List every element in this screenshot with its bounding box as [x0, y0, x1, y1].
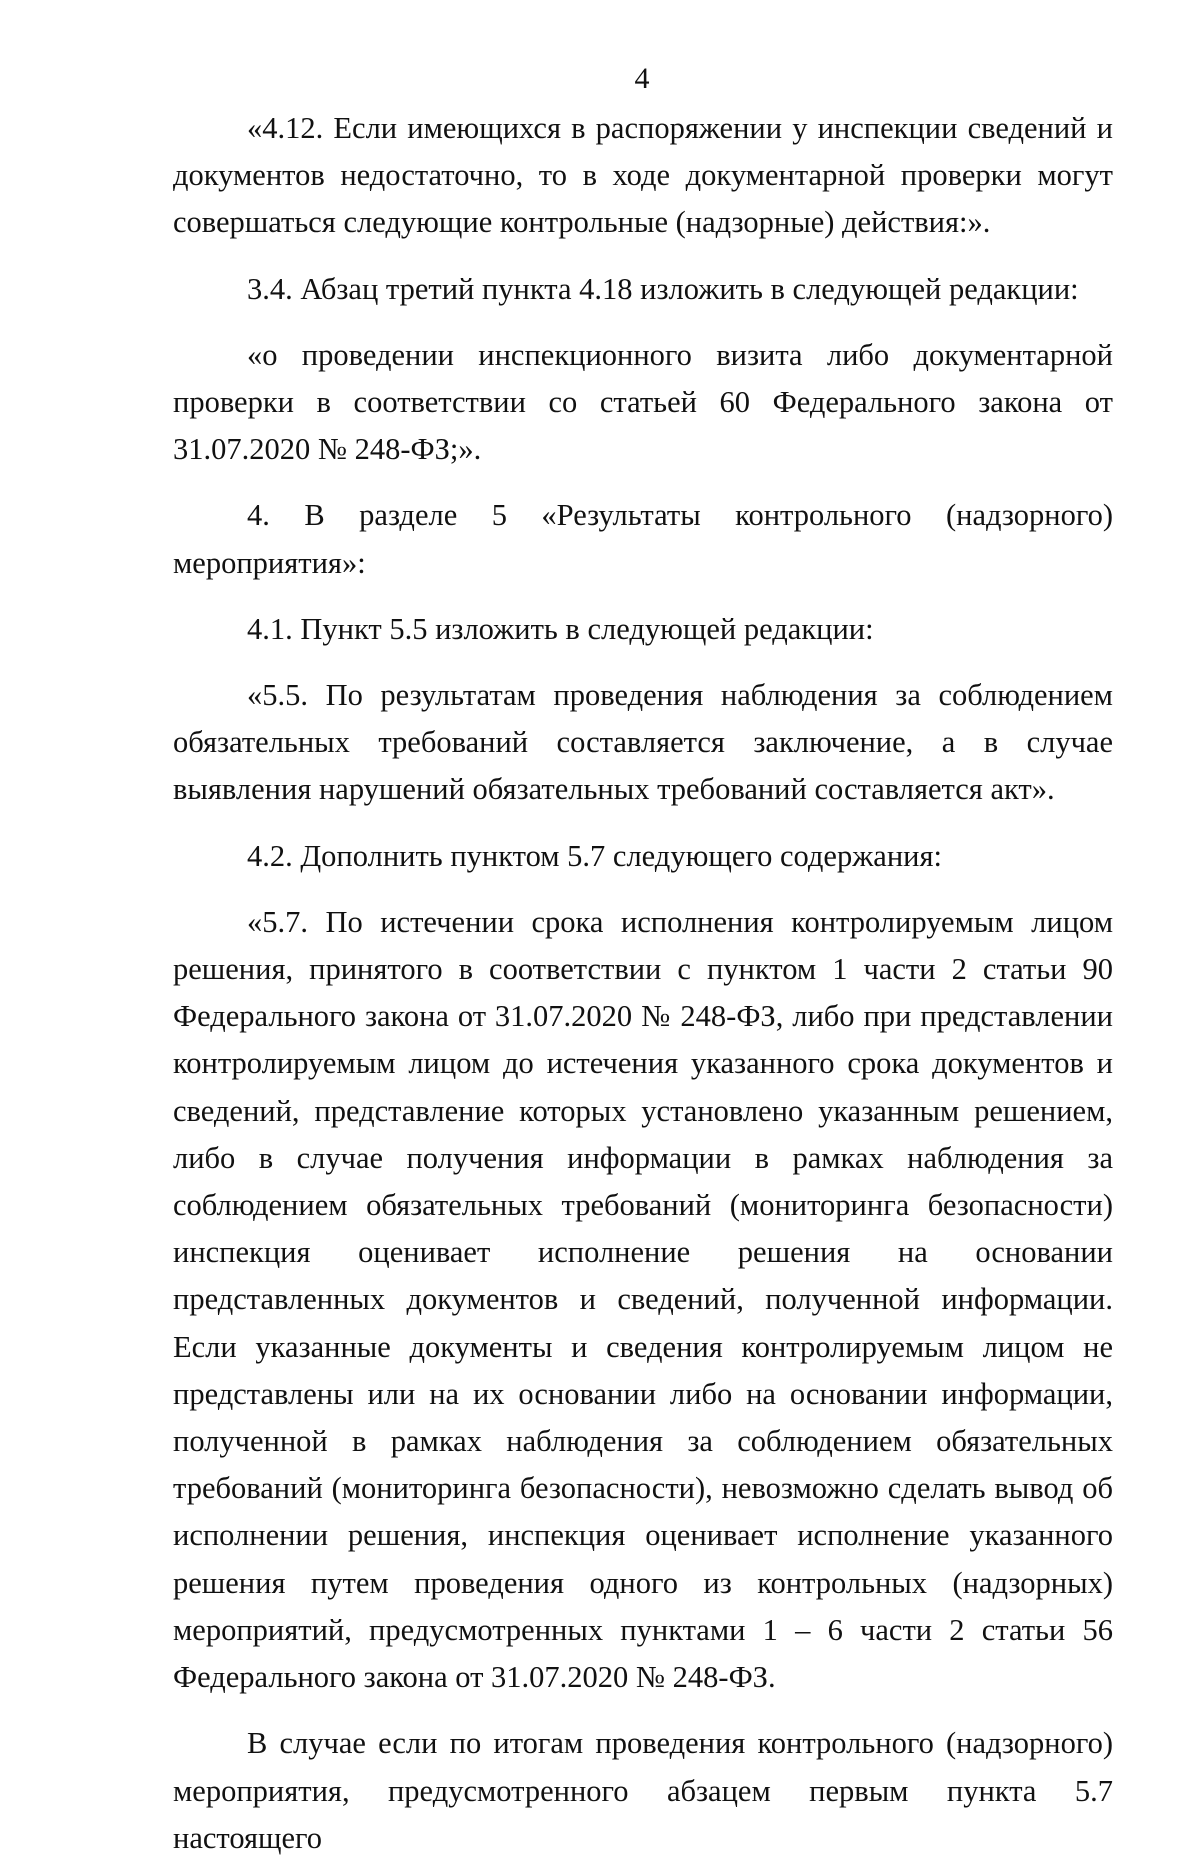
paragraph-5-7: «5.7. По истечении срока исполнения контролируемым лицом решения, принятого в соответствии с пунктом 1 части 2 статьи 90 Федерального закона от 31.07.2020 № 248-ФЗ, либо при представлении контролируемым лицом до истечения указанного срока документов и сведений, представление которых установлено указанным решением, либо в случае получения информации в рамках наблюдения за соблюдением обязательных требований (мониторинга безопасности) инспекция оценивает исполнение решения на основании представленных документов и сведений, полученной информации. Если указанные документы и сведения контролируемым лицом не представлены или на их основании либо на основании информации, полученной в рамках наблюдения за соблюдением обязательных требований (мониторинга безопасности), невозможно сделать вывод об исполнении решения, инспекция оценивает исполнение указанного решения путем проведения одного из контрольных (надзорных) мероприятий, предусмотренных пунктами 1 – 6 части 2 статьи 56 Федерального закона от 31.07.2020 № 248-ФЗ.: [173, 904, 1113, 1695]
paragraph-4-2: 4.2. Дополнить пунктом 5.7 следующего содержания:: [247, 838, 942, 873]
paragraph-5-7-continuation: В случае если по итогам проведения контрольного (надзорного) мероприятия, предусмотренного абзацем первым пункта 5.7 настоящего: [173, 1726, 1113, 1855]
paragraph-4-18-text: «о проведении инспекционного визита либо документарной проверки в соответствии со статьей 60 Федерального закона от 31.07.2020 № 248-ФЗ;».: [173, 337, 1113, 467]
paragraph-4-1: 4.1. Пункт 5.5 изложить в следующей редакции:: [247, 611, 874, 646]
paragraph-3-4: 3.4. Абзац третий пункта 4.18 изложить в следующей редакции:: [247, 271, 1079, 306]
paragraph-section-5: 4. В разделе 5 «Результаты контрольного (надзорного) мероприятия»:: [173, 498, 1113, 580]
page-number: 4: [634, 62, 650, 95]
document-body: [173, 102, 1113, 1862]
paragraph-4-12: «4.12. Если имеющихся в распоряжении у инспекции сведений и документов недостаточно, то в ходе документарной проверки могут совершаться следующие контрольные (надзорные) действия:».: [173, 111, 1113, 240]
paragraph-5-5: «5.5. По результатам проведения наблюдения за соблюдением обязательных требований составляется заключение, а в случае выявления нарушений обязательных требований составляется акт».: [173, 678, 1113, 807]
